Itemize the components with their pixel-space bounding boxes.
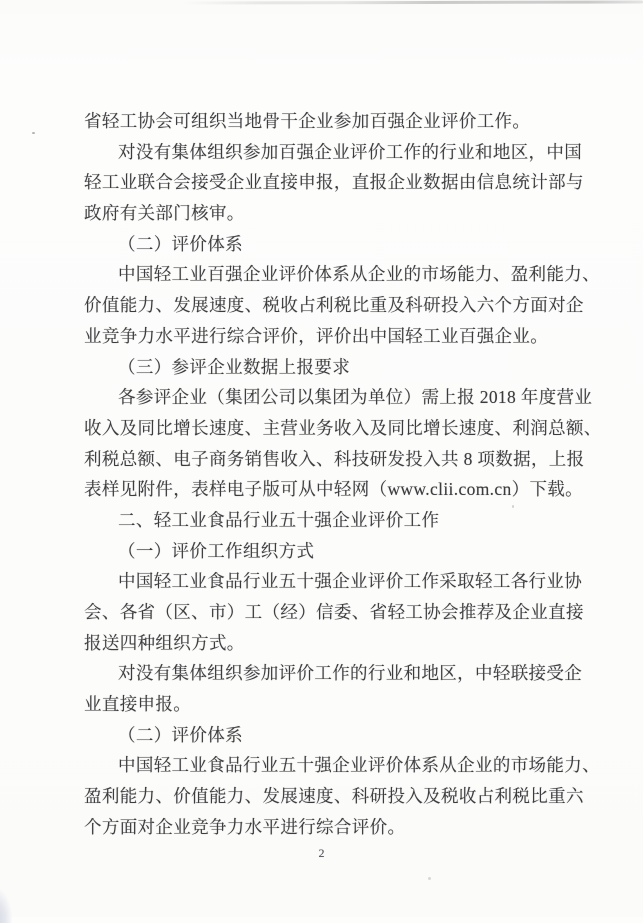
scan-speck — [428, 877, 431, 880]
text-line: 业竞争力水平进行综合评价，评价出中国轻工业百强企业。 — [84, 325, 549, 346]
text-line: 各参评企业（集团公司以集团为单位）需上报 2018 年度营业 — [118, 387, 593, 408]
scan-smudge — [0, 889, 12, 923]
text-line: 收入及同比增长速度、主营业务收入及同比增长速度、利润总额、 — [84, 417, 602, 438]
text-line: 对没有集体组织参加评价工作的行业和地区，中轻联接受企 — [118, 663, 583, 684]
text-line: 二、轻工业食品行业五十强企业评价工作 — [118, 509, 440, 530]
text-line: 价值能力、发展速度、税收占利税比重及科研投入六个方面对企 — [84, 295, 584, 316]
document-body — [84, 106, 602, 843]
text-line: （二）评价体系 — [118, 724, 243, 745]
text-line: （三）参评企业数据上报要求 — [118, 356, 351, 377]
text-line: （二）评价体系 — [118, 233, 243, 254]
text-line: 政府有关部门核审。 — [84, 203, 245, 224]
text-line: 中国轻工业百强企业评价体系从企业的市场能力、盈利能力、 — [118, 264, 600, 285]
text-line: （一）评价工作组织方式 — [118, 540, 315, 561]
text-line: 中国轻工业食品行业五十强企业评价工作采取轻工各行业协 — [118, 571, 583, 592]
scan-speck — [32, 132, 35, 134]
scan-edge-artifact — [182, 1, 643, 5]
text-line: 盈利能力、价值能力、发展速度、科研投入及税收占利税比重六 — [84, 786, 584, 807]
text-line: 表样见附件，表样电子版可从中轻网（www.clii.com.cn）下载。 — [84, 479, 584, 500]
page-number: 2 — [318, 846, 325, 860]
text-line: 个方面对企业竞争力水平进行综合评价。 — [84, 816, 406, 837]
text-line: 利税总额、电子商务销售收入、科技研发投入共 8 项数据，上报 — [84, 448, 585, 469]
text-line: 报送四种组织方式。 — [84, 632, 245, 653]
text-line: 省轻工协会可组织当地骨干企业参加百强企业评价工作。 — [84, 111, 531, 131]
text-line: 中国轻工业食品行业五十强企业评价体系从企业的市场能力、 — [118, 755, 600, 776]
text-line: 业直接申报。 — [84, 694, 192, 715]
text-line: 会、各省（区、市）工（经）信委、省轻工协会推荐及企业直接 — [84, 602, 584, 622]
text-line: 对没有集体组织参加百强企业评价工作的行业和地区，中国 — [118, 141, 583, 162]
text-line: 轻工业联合会接受企业直接申报，直报企业数据由信息统计部与 — [84, 172, 584, 193]
